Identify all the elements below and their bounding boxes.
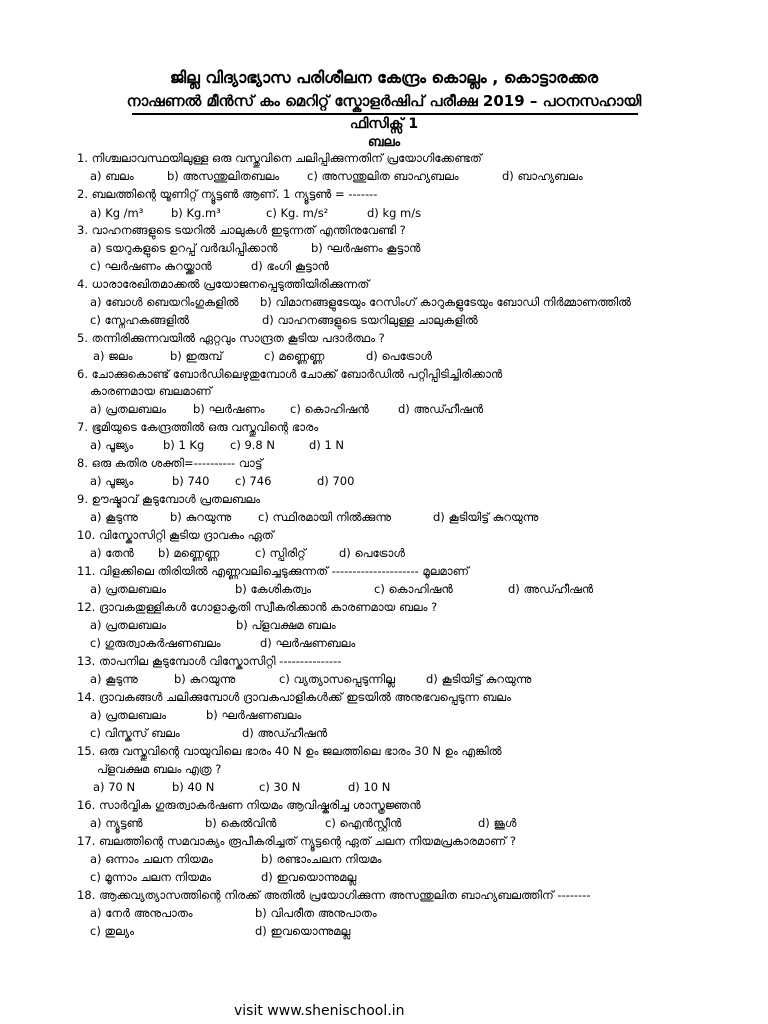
question-10: 10. വിസ്കോസിറ്റി കൂടിയ ദ്രാവകം ഏത് bbox=[77, 528, 274, 542]
q3-option-a: a) ടയറുകളുടെ ഉറപ്പ് വർദ്ധിപ്പിക്കാൻ bbox=[90, 241, 278, 255]
q16-option-d: d) ജൂൾ bbox=[478, 816, 517, 830]
footer-website-link[interactable]: visit www.shenischool.in bbox=[234, 1003, 405, 1019]
question-12: 12. ദ്രാവകതുള്ളികൾ ഗോളാകൃതി സ്വീകരിക്കാൻ കാരണമായ ബലം ? bbox=[77, 600, 438, 614]
question-11: 11. വിളക്കിലെ തിരിയിൽ എണ്ണവലിച്ചെടുക്കുന്നത് --------------------- മൂലമാണ് bbox=[77, 564, 469, 578]
q9-option-a: a) കൂടുന്നു bbox=[90, 510, 138, 524]
q11-option-b: b) കേശികത്വം bbox=[235, 582, 312, 596]
q7-option-c: c) 9.8 N bbox=[230, 438, 276, 452]
question-8: 8. ഒരു കതിര ശക്തി=---------- വാട്ട് bbox=[77, 456, 263, 470]
q15-option-a: a) 70 N bbox=[93, 780, 136, 794]
question-3: 3. വാഹനങ്ങളുടെ ടയറിൽ ചാലുകൾ ഇടുന്നത് എന്തിനുവേണ്ടി ? bbox=[77, 223, 406, 237]
q6-option-c: c) കൊഹിഷൻ bbox=[290, 402, 369, 416]
q8-option-d: d) 700 bbox=[317, 474, 355, 488]
q12-option-a: a) പ്രതലബലം bbox=[90, 618, 167, 632]
q7-option-a: a) പൂജ്യം bbox=[90, 438, 134, 452]
q10-option-a: a) തേൻ bbox=[90, 546, 134, 560]
q16-option-a: a) ന്യൂട്ടൺ bbox=[90, 816, 143, 830]
q16-option-c: c) ഐൻസ്റ്റീൻ bbox=[325, 816, 402, 830]
q4-option-b: b) വിമാനങ്ങളുടേയും റേസിംഗ് കാറുകളുടേയും ബോഡി നിർമ്മാണത്തിൽ bbox=[260, 295, 631, 309]
question-4: 4. ധാരാരേഖിതമാക്കൽ പ്രയോജനപ്പെടുത്തിയിരിക്കുന്നത് bbox=[77, 277, 370, 291]
q2-option-a: a) Kg /m³ bbox=[90, 206, 144, 220]
question-6-cont: കാരണമായ ബലമാണ് bbox=[90, 384, 212, 398]
q2-option-d: d) kg m/s bbox=[367, 206, 422, 220]
topic-heading: ബലം bbox=[367, 135, 401, 150]
q4-option-c: c) സ്നേഹകങ്ങളിൽ bbox=[90, 313, 190, 327]
q14-option-b: b) ഘർഷണബലം bbox=[206, 708, 302, 722]
question-2: 2. ബലത്തിന്റെ യൂണിറ്റ് ന്യൂട്ടൺ ആണ്. 1 ന്യൂട്ടൺ = ------- bbox=[77, 187, 378, 201]
q9-option-b: b) കുറയുന്നു bbox=[170, 510, 232, 524]
q5-option-d: d) പെട്രോൾ bbox=[366, 349, 432, 363]
question-6: 6. ചോക്കുകൊണ്ട് ബോർഡിലെഴുതുമ്പോൾ ചോക്ക് ബോർഡിൽ പറ്റിപ്പിടിച്ചിരിക്കാൻ bbox=[77, 367, 503, 381]
question-7: 7. ഭൂമിയുടെ കേന്ദ്രത്തിൽ ഒരു വസ്തുവിന്റെ ഭാരം bbox=[77, 420, 319, 434]
q17-option-c: c) മൂന്നാം ചലന നിയമം bbox=[90, 870, 212, 884]
q1-option-c: c) അസന്തുലിത ബാഹ്യബലം bbox=[307, 169, 459, 183]
q11-option-c: c) കൊഹിഷൻ bbox=[374, 582, 453, 596]
subtitle-underline bbox=[132, 113, 638, 115]
q18-option-a: a) നേർ അനുപാതം bbox=[90, 906, 193, 920]
q4-option-d: d) വാഹനങ്ങളുടെ ടയറിലുള്ള ചാലുകളിൽ bbox=[262, 313, 478, 327]
document-subtitle: നാഷണൽ മീൻസ് കം മെറിറ്റ് സ്കോളർഷിപ് പരീക്ഷ 2019 – പഠനസഹായി bbox=[126, 92, 642, 110]
question-9: 9. ഊഷ്മാവ് കൂടുമ്പോൾ പ്രതലബലം bbox=[77, 492, 261, 506]
q18-option-c: c) തുല്യം bbox=[90, 924, 135, 938]
q8-option-b: b) 740 bbox=[172, 474, 210, 488]
question-14: 14. ദ്രാവകങ്ങൾ ചലിക്കുമ്പോൾ ദ്രാവകപാളികൾക്ക് ഇടയിൽ അനുഭവപ്പെടുന്ന ബലം bbox=[77, 690, 511, 704]
q13-option-d: d) കൂടിയിട്ട് കുറയുന്നു bbox=[426, 672, 532, 686]
q18-option-d: d) ഇവയൊന്നുമല്ല bbox=[255, 924, 351, 938]
q8-option-a: a) പൂജ്യം bbox=[90, 474, 134, 488]
q5-option-b: b) ഇരുമ്പ് bbox=[170, 349, 223, 363]
q1-option-d: d) ബാഹ്യബലം bbox=[502, 169, 583, 183]
q6-option-d: d) അഡ്ഹീഷൻ bbox=[398, 402, 484, 416]
q2-option-b: b) Kg.m³ bbox=[171, 206, 221, 220]
question-13: 13. താപനില കൂടുമ്പോൾ വിസ്കോസിറ്റി --------------- bbox=[77, 654, 342, 668]
q13-option-a: a) കൂടുന്നു bbox=[90, 672, 138, 686]
q14-option-a: a) പ്രതലബലം bbox=[90, 708, 167, 722]
q5-option-a: a) ജലം bbox=[93, 349, 133, 363]
q12-option-b: b) പ്ളവക്ഷമ ബലം bbox=[236, 618, 336, 632]
q18-option-b: b) വിപരീത അനുപാതം bbox=[255, 906, 377, 920]
q17-option-a: a) ഒന്നാം ചലന നിയമം bbox=[90, 852, 213, 866]
q12-option-d: d) ഘർഷണബലം bbox=[260, 636, 356, 650]
q17-option-b: b) രണ്ടാംചലന നിയമം bbox=[261, 852, 382, 866]
subject-heading: ഫിസിക്സ് 1 bbox=[349, 116, 419, 132]
q11-option-d: d) അഡ്ഹീഷൻ bbox=[508, 582, 594, 596]
question-15-cont: പ്ളവക്ഷമ ബലം എത്ര ? bbox=[97, 762, 222, 776]
q5-option-c: c) മണ്ണെണ്ണ bbox=[264, 349, 325, 363]
question-15: 15. ഒരു വസ്തുവിന്റെ വായുവിലെ ഭാരം 40 N ഉം ജലത്തിലെ ഭാരം 30 N ഉം എങ്കിൽ bbox=[77, 744, 502, 758]
q3-option-b: b) ഘർഷണം കൂട്ടാൻ bbox=[311, 241, 421, 255]
q11-option-a: a) പ്രതലബലം bbox=[90, 582, 167, 596]
q3-option-d: d) ഭംഗി കൂട്ടാൻ bbox=[251, 259, 329, 273]
q15-option-d: d) 10 N bbox=[348, 780, 391, 794]
q4-option-a: a) ബോൾ ബെയറിംഗുകളിൽ bbox=[90, 295, 239, 309]
question-5: 5. തന്നിരിക്കുന്നവയിൽ ഏറ്റവും സാന്ദ്രത കൂടിയ പദാർത്ഥം ? bbox=[77, 331, 385, 345]
q9-option-c: c) സ്ഥിരമായി നിൽക്കുന്നു bbox=[258, 510, 392, 524]
q8-option-c: c) 746 bbox=[235, 474, 272, 488]
q14-option-c: c) വിസ്കസ് ബലം bbox=[90, 726, 180, 740]
q2-option-c: c) Kg. m/s² bbox=[266, 206, 329, 220]
question-17: 17. ബലത്തിന്റെ സമവാക്യം രൂപീകരിച്ചത് ന്യൂട്ടന്റെ ഏത് ചലന നിയമപ്രകാരമാണ് ? bbox=[77, 834, 516, 848]
question-1: 1. നിശ്ചലാവസ്ഥയിലുള്ള ഒരു വസ്തുവിനെ ചലിപ്പിക്കുന്നതിന് പ്രയോഗിക്കേണ്ടത് bbox=[77, 151, 482, 165]
q10-option-c: c) സ്പിരിറ്റ് bbox=[255, 546, 306, 560]
q14-option-d: d) അഡ്ഹീഷൻ bbox=[242, 726, 328, 740]
document-title: ജില്ല വിദ്യാഭ്യാസ പരിശീലന കേന്ദ്രം കൊല്ലം , കൊട്ടാരക്കര bbox=[169, 68, 599, 87]
q1-option-a: a) ബലം bbox=[90, 169, 134, 183]
q9-option-d: d) കൂടിയിട്ട് കുറയുന്നു bbox=[433, 510, 539, 524]
q6-option-b: b) ഘർഷണം bbox=[193, 402, 265, 416]
q6-option-a: a) പ്രതലബലം bbox=[90, 402, 167, 416]
q10-option-d: d) പെട്രോൾ bbox=[339, 546, 405, 560]
q7-option-b: b) 1 Kg bbox=[163, 438, 205, 452]
q1-option-b: b) അസന്തുലിതബലം bbox=[167, 169, 280, 183]
q13-option-c: c) വ്യത്യാസപ്പെടുന്നില്ല bbox=[279, 672, 395, 686]
q12-option-c: c) ഗുരുത്വാകർഷണബലം bbox=[90, 636, 221, 650]
q15-option-c: c) 30 N bbox=[259, 780, 301, 794]
q17-option-d: d) ഇവയൊന്നുമല്ല bbox=[261, 870, 357, 884]
q16-option-b: b) കെൽവിൻ bbox=[205, 816, 277, 830]
q7-option-d: d) 1 N bbox=[309, 438, 345, 452]
question-16: 16. സാർവ്വിക ഗുരുത്വാകർഷണ നിയമം ആവിഷ്കരിച്ച ശാസ്ത്രജ്ഞൻ bbox=[77, 798, 421, 812]
q15-option-b: b) 40 N bbox=[172, 780, 215, 794]
question-18: 18. ആക്കവ്യത്യാസത്തിന്റെ നിരക്ക് അതിൽ പ്രയോഗിക്കുന്ന അസന്തുലിത ബാഹ്യബലത്തിന് -------- bbox=[77, 888, 591, 902]
q13-option-b: b) കുറയുന്നു bbox=[174, 672, 236, 686]
q10-option-b: b) മണ്ണെണ്ണ bbox=[158, 546, 220, 560]
q3-option-c: c) ഘർഷണം കുറയ്ക്കാൻ bbox=[90, 259, 212, 273]
